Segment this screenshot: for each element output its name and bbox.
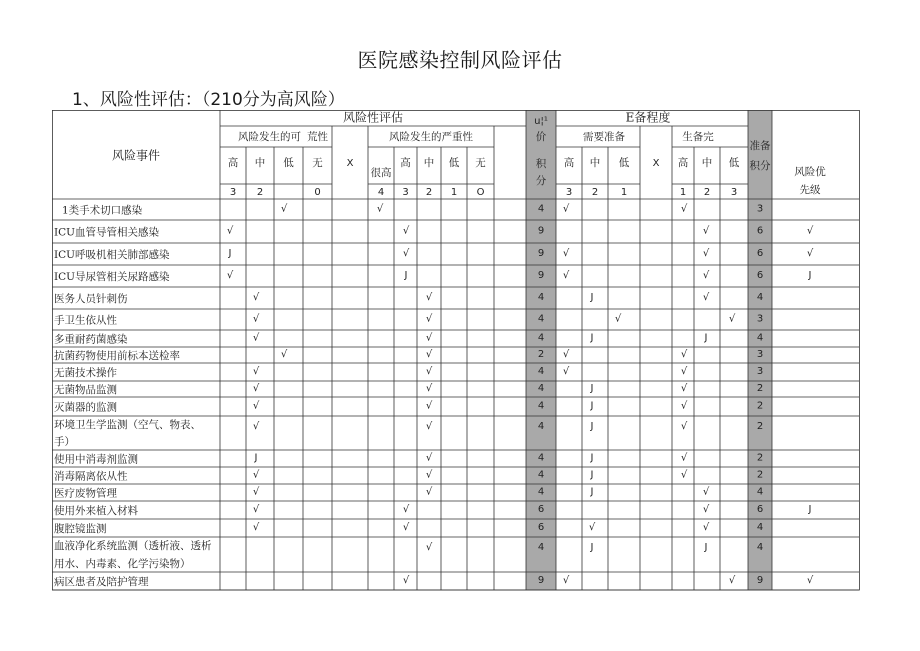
severity-mark: √ (425, 349, 433, 360)
severity-mark: √ (425, 486, 433, 498)
prep-done-mark: √ (702, 504, 710, 515)
prep-done-mark: √ (680, 203, 688, 215)
risk-event-label: 灭菌器的监测 (54, 401, 117, 414)
prep-need-mark: √ (614, 313, 622, 325)
risk-score: 4 (537, 421, 545, 432)
prep-need-mark: J (590, 332, 594, 344)
probability-mark: √ (252, 400, 260, 412)
risk-score: 4 (537, 383, 545, 394)
prep-score: 9 (756, 575, 764, 586)
severity-mark: J (404, 270, 408, 281)
prep-need-mark: √ (562, 270, 570, 281)
severity-mark: √ (425, 542, 433, 553)
severity-mark: √ (425, 292, 433, 303)
priority-mark: J (808, 270, 812, 281)
severity-mark: √ (402, 225, 410, 237)
prep-score: 3 (756, 366, 764, 377)
probability-mark: √ (226, 270, 234, 281)
prep-score: 4 (756, 542, 764, 553)
severity-mark: √ (402, 522, 410, 533)
risk-event-label: 无菌物品监测 (54, 384, 117, 396)
header-need-num: 2 (591, 187, 599, 198)
probability-mark: √ (252, 366, 260, 377)
header-prob-num: 2 (256, 187, 264, 198)
probability-mark: √ (252, 313, 260, 325)
priority-mark: J (808, 504, 812, 515)
prep-score: 6 (756, 270, 764, 281)
header-score-b: 价 (535, 131, 547, 143)
prep-score: 4 (756, 522, 764, 533)
risk-event-label: 腹腔镜监测 (54, 523, 107, 535)
priority-mark: √ (806, 248, 814, 259)
risk-score: 9 (537, 575, 545, 586)
header-prep-need: 需要准备 (583, 131, 625, 143)
risk-event-label: ICU血管导管相关感染 (54, 226, 160, 239)
probability-mark: √ (252, 504, 260, 515)
risk-event-label: 使用中消毒剂监测 (54, 453, 138, 466)
header-sev-level: 低 (448, 157, 460, 169)
risk-score: 9 (537, 225, 545, 237)
risk-event-label: 1类手术切口感染 (62, 204, 143, 217)
header-done-level: 低 (728, 157, 740, 169)
risk-score: 4 (537, 332, 545, 344)
risk-event-label: 手卫生依从性 (54, 314, 117, 327)
severity-mark: √ (425, 400, 433, 412)
prep-score: 4 (756, 332, 764, 344)
severity-mark: √ (425, 452, 433, 464)
header-done-num: 2 (703, 187, 711, 198)
prep-need-mark: J (590, 421, 594, 432)
header-priority-b: 先级 (799, 184, 821, 196)
header-score-c: 积 (535, 158, 547, 170)
prep-done-mark: √ (702, 486, 710, 498)
header-score-d: 分 (535, 175, 547, 187)
prep-score: 4 (756, 486, 764, 498)
prep-done-mark: √ (680, 366, 688, 377)
header-need-level: 低 (618, 157, 630, 169)
priority-mark: √ (806, 575, 814, 586)
prep-done-mark: J (704, 332, 708, 344)
prep-score: 3 (756, 349, 764, 360)
header-score-a: u¦¹ (534, 116, 548, 127)
header-severity: 风险发生的严重性 (389, 131, 473, 143)
header-done-level: 中 (701, 157, 713, 169)
probability-mark: √ (252, 522, 260, 533)
priority-mark: √ (806, 225, 814, 237)
probability-mark: √ (252, 486, 260, 498)
risk-event-label: ICU导尿管相关尿路感染 (54, 271, 170, 283)
risk-event-label: 多重耐药菌感染 (54, 333, 128, 346)
risk-score: 9 (537, 248, 545, 259)
severity-mark: √ (425, 383, 433, 394)
prep-need-mark: J (590, 292, 594, 303)
prep-need-mark: √ (562, 349, 570, 360)
risk-score: 9 (537, 270, 545, 281)
risk-score: 6 (537, 522, 545, 533)
prep-done-mark: √ (702, 522, 710, 533)
header-need-num: 1 (620, 187, 628, 198)
prep-done-mark: √ (702, 270, 710, 281)
prep-need-mark: J (590, 469, 594, 481)
prep-score: 2 (756, 421, 764, 432)
header-x-prob: X (346, 158, 354, 169)
severity-mark: √ (425, 366, 433, 377)
prep-score: 2 (756, 383, 764, 394)
severity-mark: √ (425, 469, 433, 481)
probability-mark: J (228, 248, 232, 259)
prep-score: 3 (756, 203, 764, 215)
risk-event-label: 消毒隔离依从性 (54, 470, 128, 483)
severity-mark: √ (402, 248, 410, 259)
severity-mark: √ (376, 203, 384, 215)
header-sev-num: 2 (425, 187, 433, 198)
prep-done-mark: √ (680, 469, 688, 481)
probability-mark: √ (252, 332, 260, 344)
section-heading: 1、风险性评估：（210分为高风险） (72, 90, 345, 110)
header-prep-score-b: 积分 (749, 160, 771, 172)
probability-mark: √ (252, 469, 260, 481)
probability-mark: √ (226, 225, 234, 237)
risk-score: 4 (537, 313, 545, 325)
prep-need-mark: √ (562, 575, 570, 586)
header-prob-level: 中 (254, 157, 266, 169)
probability-mark: √ (280, 349, 288, 360)
severity-mark: √ (425, 421, 433, 432)
risk-assessment-table (52, 110, 860, 592)
prep-score: 2 (756, 469, 764, 481)
header-preparedness: E备程度 (625, 110, 671, 125)
probability-mark: √ (252, 421, 260, 432)
header-sev-num: 1 (450, 187, 458, 198)
header-prob-level: 无 (312, 157, 323, 169)
prep-score: 6 (756, 504, 764, 515)
header-x-prep: X (652, 158, 660, 169)
prep-done-mark: √ (702, 225, 710, 237)
prep-need-mark: J (590, 400, 594, 412)
header-prob-num: 3 (229, 187, 237, 198)
prep-need-mark: J (590, 383, 594, 394)
probability-mark: √ (280, 203, 288, 215)
header-priority-a: 风险优 (794, 166, 826, 178)
header-prep-done: 生备完 (682, 131, 714, 143)
prep-need-mark: J (590, 452, 594, 464)
header-risk-event: 风险事件 (111, 148, 161, 163)
prep-done-mark: √ (680, 421, 688, 432)
header-done-num: 1 (679, 187, 687, 198)
header-risk-eval: 风险性评估 (342, 110, 404, 125)
prep-done-mark: √ (680, 383, 688, 394)
header-sev-level: 中 (423, 157, 435, 169)
header-sev-num: 3 (402, 187, 409, 198)
risk-event-label: 无菌技术操作 (54, 367, 117, 379)
severity-mark: √ (425, 332, 433, 344)
prep-score: 3 (756, 313, 764, 325)
page-title: 医院感染控制风险评估 (357, 48, 563, 72)
prep-score: 2 (756, 452, 764, 464)
prep-done-mark: √ (702, 248, 710, 259)
risk-event-label: 病区患者及陪护管理 (54, 576, 149, 588)
header-sev-num: O (476, 187, 485, 198)
header-prob-level: 高 (227, 157, 239, 169)
header-need-level: 高 (563, 157, 575, 169)
severity-mark: √ (402, 504, 410, 515)
header-prep-score-a: 准备 (749, 140, 771, 152)
prep-need-mark: √ (562, 366, 570, 377)
risk-score: 4 (537, 400, 545, 412)
prep-need-mark: J (590, 542, 594, 553)
risk-event-label-2: 用水、内毒素、化学污染物） (54, 558, 191, 570)
prep-done-mark: √ (728, 313, 736, 325)
probability-mark: J (254, 452, 258, 464)
risk-score: 4 (537, 203, 545, 215)
header-sev-level: 高 (400, 157, 411, 169)
prep-score: 6 (756, 248, 764, 259)
header-done-num: 3 (730, 187, 738, 198)
header-prob-level: 低 (283, 157, 294, 169)
prep-done-mark: √ (680, 452, 688, 464)
risk-score: 2 (537, 349, 545, 360)
risk-event-label: 医疗废物管理 (54, 487, 117, 500)
risk-score: 4 (537, 486, 545, 498)
prep-done-mark: √ (680, 349, 688, 360)
risk-score: 4 (537, 469, 545, 481)
risk-event-label: 环境卫生学监测（空气、物表、 (54, 419, 201, 431)
prep-need-mark: √ (562, 248, 570, 259)
prep-need-mark: √ (562, 203, 570, 215)
risk-event-label: 抗菌药物使用前标本送检率 (54, 350, 180, 362)
header-probability: 风险发生的可 (238, 131, 301, 143)
severity-mark: √ (402, 575, 410, 586)
header-probability-2: 荒性 (307, 131, 328, 143)
header-sev-num: 4 (377, 187, 385, 198)
prep-need-mark: √ (588, 522, 596, 533)
risk-event-label: 使用外来植入材料 (54, 505, 138, 517)
risk-score: 4 (537, 542, 545, 553)
risk-event-label: 血液净化系统监测（透析液、透析 (54, 540, 212, 552)
header-sev-level: 无 (475, 157, 486, 169)
risk-score: 4 (537, 452, 545, 464)
header-done-level: 高 (677, 157, 689, 169)
prep-score: 4 (756, 292, 764, 303)
header-prob-num: 0 (314, 187, 321, 198)
prep-score: 6 (756, 225, 764, 237)
header-sev-level: 很高 (370, 167, 392, 179)
severity-mark: √ (425, 313, 433, 325)
header-need-level: 中 (589, 157, 601, 169)
prep-done-mark: J (704, 542, 708, 553)
risk-event-label-2: 手） (54, 436, 75, 448)
probability-mark: √ (252, 383, 260, 394)
prep-done-mark: √ (728, 575, 736, 586)
probability-mark: √ (252, 292, 260, 303)
prep-need-mark: J (590, 486, 594, 498)
risk-score: 4 (537, 292, 545, 303)
prep-done-mark: √ (702, 292, 710, 303)
risk-event-label: ICU呼吸机相关肺部感染 (54, 249, 170, 261)
header-need-num: 3 (565, 187, 573, 198)
risk-score: 4 (537, 366, 545, 377)
risk-event-label: 医务人员针刺伤 (54, 293, 128, 305)
prep-score: 2 (756, 400, 764, 412)
risk-score: 6 (537, 504, 545, 515)
prep-done-mark: √ (680, 400, 688, 412)
table-grid (52, 110, 860, 592)
